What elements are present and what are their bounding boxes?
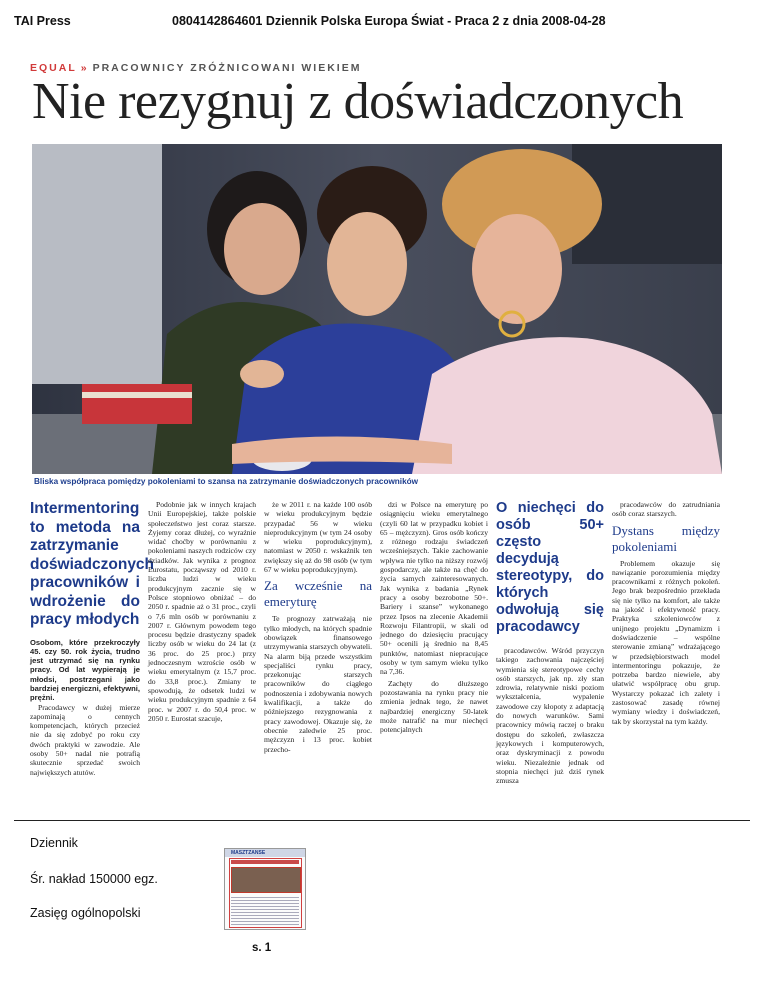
clipping-header — [14, 14, 754, 34]
article-headline: Nie rezygnuj z doświadczonych — [32, 73, 684, 130]
body-paragraph: pracodawców do zatrudniania osób coraz starszych. — [612, 500, 720, 519]
body-paragraph: Problemem okazuje się nawiązanie porozumienia między pracownikami z różnych pokoleń. Jego brak bezpośrednio przekłada się nie tylko na komfort, ale także na jakość i efektywność pracy. Praktyka szkoleniowców z unijnego projektu „Dynamizm i doświadczenie – wspólne sterowanie zmianą” wdrażającego w przedsiębiorstwach model intermentoringu pokazuje, że potrzeba bardzo niewiele, aby ułatwić współpracę obu grup. Wystarczy pokazać ich zalety i zastosować zasadę równej wymiany wiedzy i doświadczeń, tak by skorzystał na tym każdy. — [612, 558, 720, 726]
footer-page-number: s. 1 — [252, 942, 272, 954]
lead-paragraph: Pracodawcy w dużej mierze zapominają o cennych kompetencjach, których przecież nie da się zdobyć po roku czy dwóch praktyki w zawodzie. Ale osoby 50+ nadal nie potrafią skutecznie sprzedać swoich największych atutów. — [30, 702, 140, 777]
body-paragraph: dzi w Polsce na emeryturę po osiągnięciu wieku emerytalnego (czyli 60 lat w przypadku kobiet i 65 – mężczyzn). Gros osób kończy z różnego rodzaju świadczeń wcześniejszych. Takie zachowanie wpływa nie tylko na niższy rozwój gospodarczy, ale także na chęć do życia samych zainteresowanych. Jak wynika z badania „Rynek pracy a osoby bezrobotne 50+. Bariery i szanse” wykonanego przez Ipsos na zlecenie Akademii Rozwoju Filantropii, w skali od jednego do dziesięciu pracujący 50+ ocenili ją średnio na 8,45 punktów, natomiast niepracujące osoby w tym samym wieku tylko na 7,36. — [380, 500, 488, 677]
page-thumbnail — [224, 848, 306, 930]
footer-paper: Dziennik — [30, 836, 78, 850]
body-column-3 — [264, 500, 372, 800]
footer-circulation: Śr. nakład 150000 egz. — [30, 872, 158, 886]
photo-illustration — [32, 144, 722, 474]
lead-title: Intermentoring to metoda na zatrzymanie doświadczonych pracowników i wdrożenie do pracy młodych — [30, 500, 155, 628]
section-tag: EQUAL — [30, 62, 77, 74]
clipping-meta: 0804142864601 Dziennik Polska Europa Świat - Praca 2 z dnia 2008-04-28 — [172, 14, 606, 28]
section-separator: » — [80, 62, 89, 74]
section-topic: PRACOWNICY ZRÓŻNICOWANI WIEKIEM — [92, 62, 362, 74]
body-column-4 — [380, 500, 488, 800]
body-paragraph: Te prognozy zatrważają nie tylko młodych, na których spadnie obowiązek finansowego utrzymywania starszych obywateli. Na alarm biją przede wszystkim specjaliści rynku pracy, przekonując starszych pracowników do ciągłego podnoszenia i zdobywania nowych kwalifikacji, a także do późniejszego rezygnowania z pracy zawodowej. Okazuje się, że obecnie zaledwie 25 proc. mężczyzn i 13 proc. kobiet przecho- — [264, 614, 372, 754]
publisher-label: TAI Press — [14, 14, 71, 28]
photo-caption: Bliska współpraca pomiędzy pokoleniami to szansa na zatrzymanie doświadczonych pracowników — [34, 477, 419, 486]
subheading-generation-gap: Dystans między pokoleniami — [612, 522, 720, 554]
lead-column — [30, 500, 155, 800]
body-paragraph: Zachęty do dłuższego pozostawania na rynku pracy nie zmienia jednak tego, że nawet najbardziej energiczny 50-latek może natrafić na mur niechęci potencjalnych — [380, 678, 488, 735]
body-column-5 — [496, 500, 604, 800]
subheading-early-retirement: Za wcześnie na emeryturę — [264, 578, 372, 610]
article-clipping — [30, 58, 726, 801]
body-paragraph: że w 2011 r. na każde 100 osób w wieku produkcyjnym będzie przypadać 56 w wieku nieprodukcyjnym (w tym 24 osoby w wieku poprodukcyjnym), natomiast w 2050 r. wskaźnik ten zwiększy się aż do 98 osób (w tym 67 w wieku poprodukcyjnym). — [264, 500, 372, 575]
thumbnail-masthead: MASZTZANSE — [231, 850, 266, 856]
pull-quote: O niechęci do osób 50+ często decydują stereotypy, do których odwołują się pracodawcy — [496, 500, 604, 635]
body-paragraph: Podobnie jak w innych krajach Unii Europejskiej, także polskie społeczeństwo jest coraz starsze. Żyjemy coraz dłużej, co wyraźnie widać choćby w porównaniu z pokoleniami naszych rodziców czy dziadków. Jak wynika z prognoz Eurostatu, począwszy od 2010 r. liczba ludzi w wieku produkcyjnym zacznie się w Polsce stopniowo obniżać – do 2050 r. spadnie aż o 31 proc., czyli o 7,6 mln osób w porównaniu z 2007 r. Głównym powodem tego procesu będzie drastyczny spadek liczby osób w wieku do 24 lat (z 36 proc. do 25 proc.) przy jednoczesnym wzroście osób w wieku emerytalnym (z 15,7 proc. do 33,8 proc.). Zmiany te spowodują, że odsetek ludzi w wieku produkcyjnym spadnie z 64 proc. w 2007 r. do 50,4 proc. w 2050 r. Eurostat szacuje, — [148, 500, 256, 723]
body-column-6 — [612, 500, 720, 800]
footer-reach: Zasięg ogólnopolski — [30, 906, 141, 920]
thumbnail-highlight-frame — [229, 858, 302, 928]
body-column-2 — [148, 500, 256, 800]
article-photo — [32, 144, 722, 474]
lead-text: Osobom, które przekroczyły 45. czy 50. rok życia, trudno jest utrzymać się na rynku pracy. Od lat wypierają je młodsi, postrzegani jako bardziej energiczni, efektywni, prężni. — [30, 637, 140, 703]
footer-divider — [14, 820, 750, 821]
body-paragraph: pracodawców. Wśród przyczyn takiego zachowania najczęściej wymienia się stereotypowe cechy osób starszych, jak np. zły stan zdrowia, relatywnie niski poziom wykształcenia, wypalenie zawodowe czy kłopoty z adaptacją do nowych warunków. Sami pracownicy mówią raczej o braku dostępu do szkoleń, zwłaszcza językowych i komputerowych, oraz dyskryminacji z powodu wieku. Niezależnie jednak od stopnia niechęci już dziś rynek zmusza — [496, 646, 604, 786]
